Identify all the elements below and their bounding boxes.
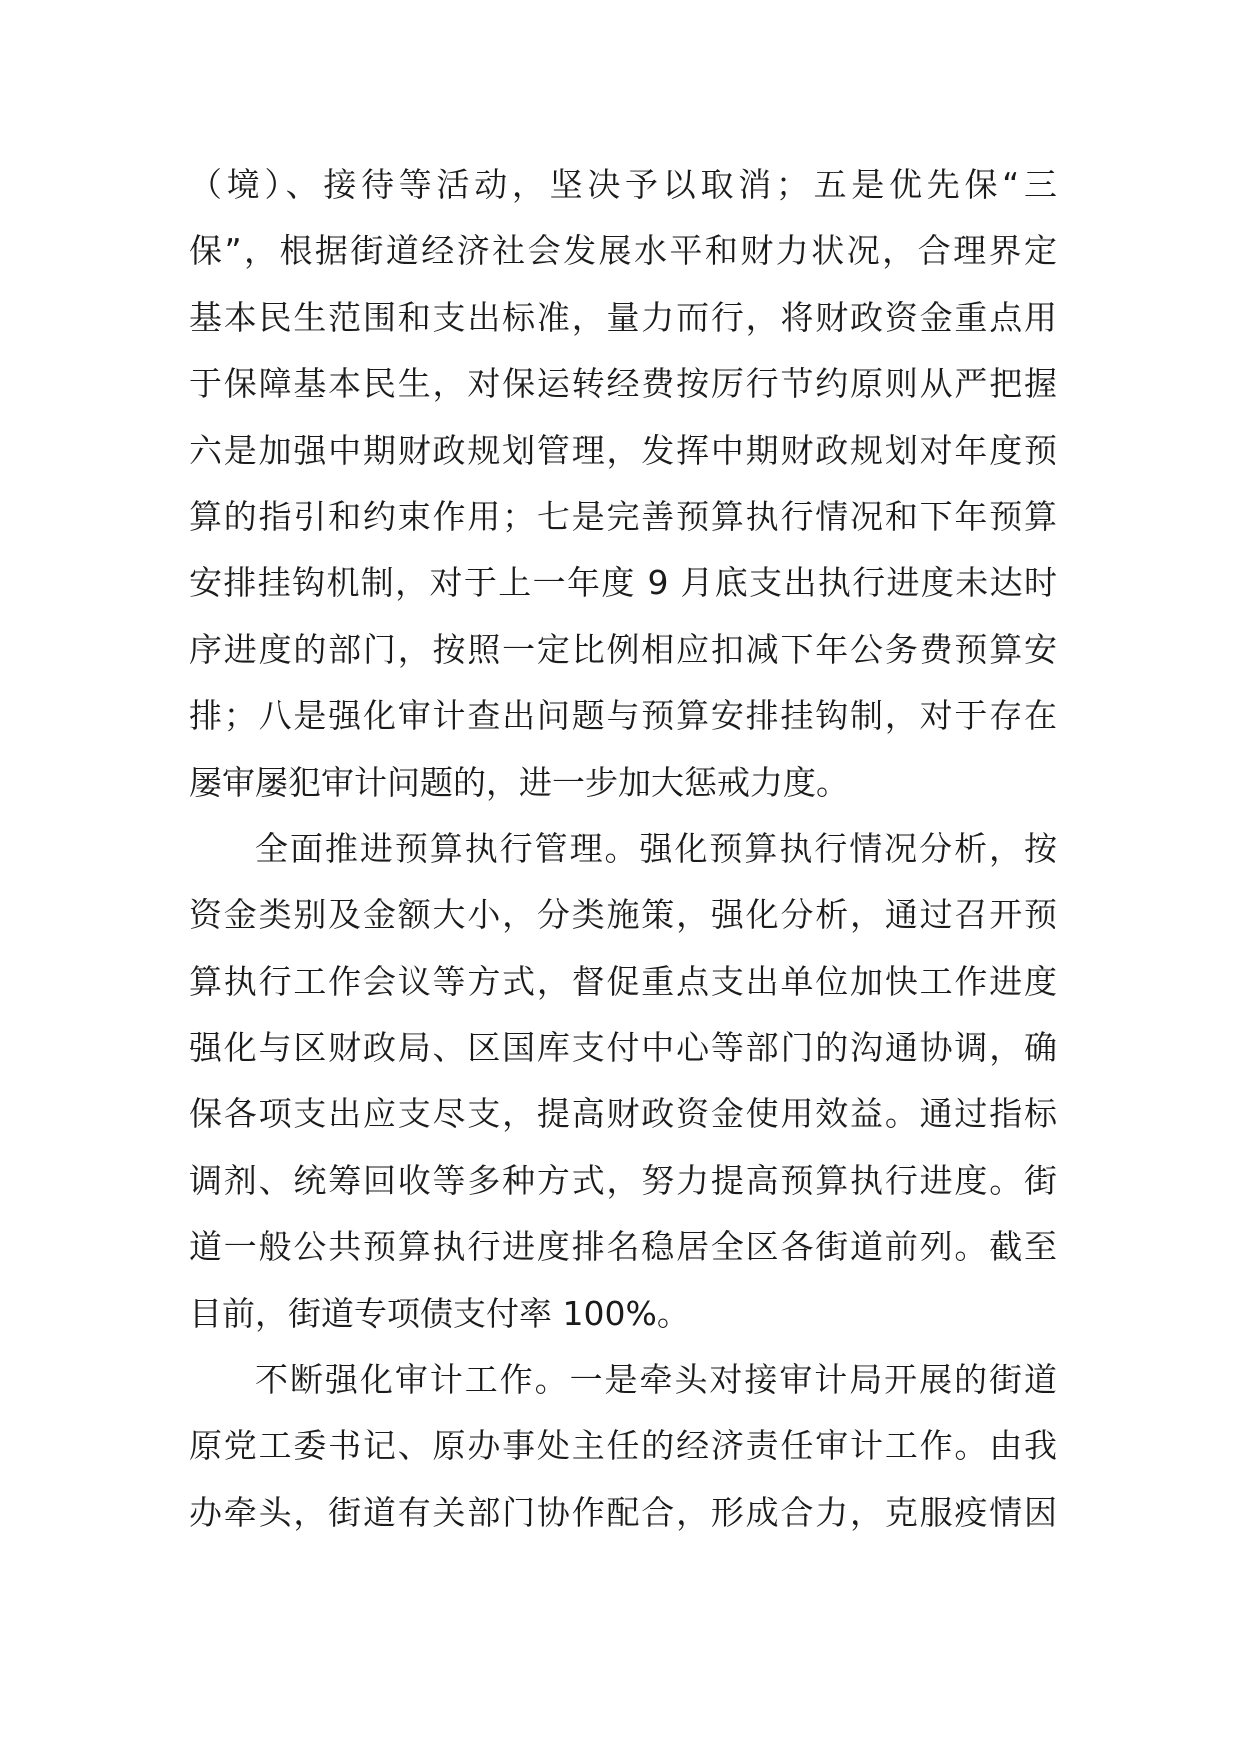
text-line: 强化与区财政局、区国库支付中心等部门的沟通协调，确 — [189, 1028, 1057, 1068]
text-line: 算的指引和约束作用；七是完善预算执行情况和下年预算 — [189, 496, 1057, 536]
text-line: 安排挂钩机制，对于上一年度 9 月底支出执行进度未达时 — [189, 563, 1057, 603]
text-line: 办牵头，街道有关部门协作配合，形成合力，克服疫情因 — [189, 1492, 1057, 1532]
text-line: 屡审屡犯审计问题的，进一步加大惩戒力度。 — [189, 762, 849, 802]
body-text — [189, 152, 1057, 1546]
text-line: 原党工委书记、原办事处主任的经济责任审计工作。由我 — [189, 1426, 1057, 1466]
text-line: 基本民生范围和支出标准，量力而行，将财政资金重点用 — [189, 297, 1057, 337]
text-line: 排；八是强化审计查出问题与预算安排挂钩制，对于存在 — [189, 696, 1057, 736]
text-line: 保各项支出应支尽支，提高财政资金使用效益。通过指标 — [189, 1094, 1057, 1134]
text-line: 算执行工作会议等方式，督促重点支出单位加快工作进度 — [189, 961, 1057, 1001]
paragraph-continued — [189, 152, 1057, 816]
text-line: 道一般公共预算执行进度排名稳居全区各街道前列。截至 — [189, 1227, 1057, 1267]
text-line: 不断强化审计工作。一是牵头对接审计局开展的街道 — [255, 1360, 1057, 1400]
text-line: 保”，根据街道经济社会发展水平和财力状况，合理界定 — [189, 231, 1057, 271]
text-line: 调剂、统筹回收等多种方式，努力提高预算执行进度。街 — [189, 1160, 1057, 1200]
text-line: 于保障基本民生，对保运转经费按厉行节约原则从严把握 — [189, 364, 1057, 404]
text-line: 资金类别及金额大小，分类施策，强化分析，通过召开预 — [189, 895, 1057, 935]
text-line: 序进度的部门，按照一定比例相应扣减下年公务费预算安 — [189, 629, 1057, 669]
text-line: 全面推进预算执行管理。强化预算执行情况分析，按 — [255, 828, 1057, 868]
text-line: （境）、接待等活动，坚决予以取消；五是优先保“三 — [189, 165, 1057, 204]
paragraph-budget-execution — [189, 816, 1057, 1347]
paragraph-audit-work — [189, 1347, 1057, 1546]
text-line: 目前，街道专项债支付率 100%。 — [189, 1293, 690, 1333]
text-line: 六是加强中期财政规划管理，发挥中期财政规划对年度预 — [189, 430, 1057, 470]
